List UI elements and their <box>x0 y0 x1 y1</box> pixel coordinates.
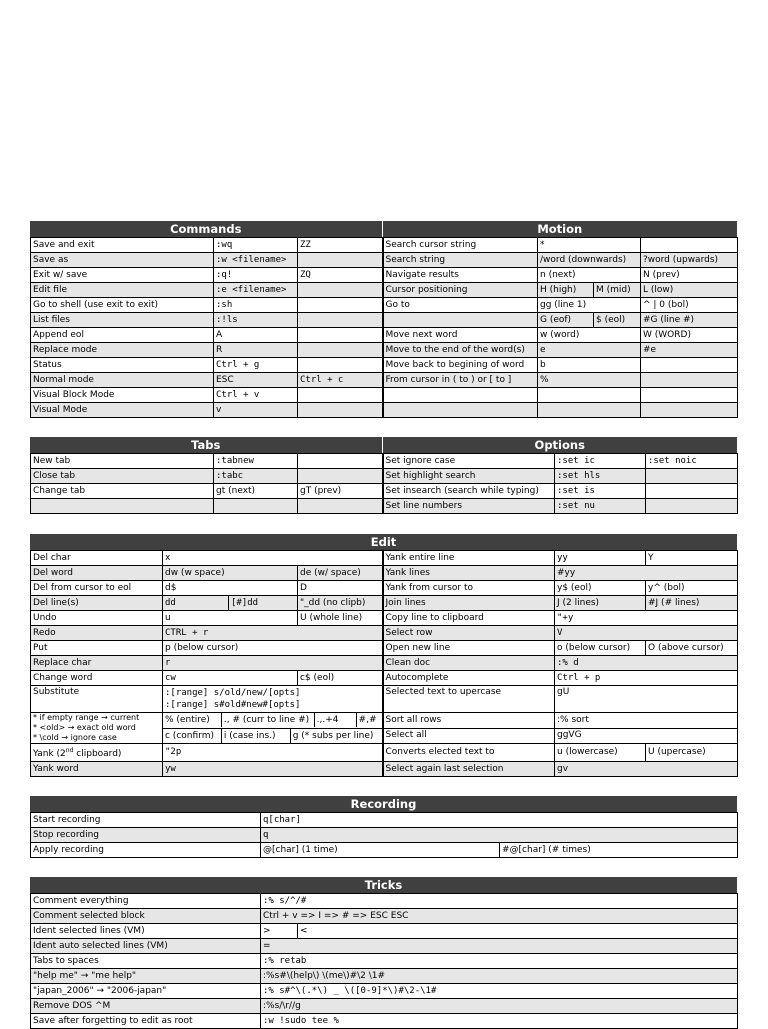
edit-right-description: Yank entire line <box>383 551 555 566</box>
motion-key-alt: M (mid) <box>594 283 641 298</box>
table-row <box>31 596 738 611</box>
recording-key: q[char] <box>261 813 738 828</box>
command-key: Ctrl + v <box>214 388 298 403</box>
table-row <box>31 984 738 999</box>
tab-key: :tabc <box>214 469 298 484</box>
command-description: Append eol <box>31 328 214 343</box>
command-key: :e <filename> <box>214 283 298 298</box>
motion-key: n (next) <box>538 268 641 283</box>
substitute-notes <box>31 713 163 744</box>
trick-key: > <box>261 924 298 939</box>
trick-description: Save after forgetting to edit as root <box>31 1014 261 1029</box>
command-key: ESC <box>214 373 298 388</box>
table-row <box>31 283 738 298</box>
tab-key-alt <box>298 469 383 484</box>
edit-key: x <box>163 551 383 566</box>
command-key-alt <box>298 253 383 268</box>
edit-description: Del word <box>31 566 163 581</box>
command-key-alt <box>298 388 383 403</box>
edit-key: CTRL + r <box>163 626 383 641</box>
motion-key-alt <box>641 358 738 373</box>
edit-table <box>30 550 738 777</box>
tab-description: Close tab <box>31 469 214 484</box>
motion-key: b <box>538 358 641 373</box>
tab-key: :tabnew <box>214 454 298 469</box>
edit-right-description: Join lines <box>383 596 555 611</box>
trick-key: :% retab <box>261 954 738 969</box>
table-row <box>31 813 738 828</box>
table-row <box>31 343 738 358</box>
edit-key: d$ <box>163 581 298 596</box>
option-description: Set highlight search <box>383 469 555 484</box>
motion-key <box>538 403 641 418</box>
trick-description: Comment everything <box>31 894 261 909</box>
edit-key-alt2: "_dd (no clipb) <box>298 596 383 611</box>
table-row <box>31 551 738 566</box>
table-row <box>31 484 738 499</box>
motion-description <box>383 388 538 403</box>
edit-key-alt: D <box>298 581 383 596</box>
command-description: Normal mode <box>31 373 214 388</box>
table-row <box>31 313 738 328</box>
edit-right-key: J (2 lines) <box>555 596 646 611</box>
command-description: Edit file <box>31 283 214 298</box>
tab-description: New tab <box>31 454 214 469</box>
trick-description: Ident selected lines (VM) <box>31 924 261 939</box>
table-row <box>31 828 738 843</box>
command-key-alt <box>298 358 383 373</box>
commands-motion-table <box>30 237 738 418</box>
motion-key: G (eof) <box>538 313 594 328</box>
tab-key-alt: gT (prev) <box>298 484 383 499</box>
command-key-alt: ZZ <box>298 238 383 253</box>
motion-key: H (high) <box>538 283 594 298</box>
command-key-alt <box>298 283 383 298</box>
substitute-range-option: #,# <box>356 713 382 727</box>
edit-right-key: :% sort <box>555 713 738 729</box>
edit-right-description: Yank from cursor to <box>383 581 555 596</box>
trick-description: Tabs to spaces <box>31 954 261 969</box>
motion-key-alt2: #G (line #) <box>641 313 738 328</box>
motion-description: Navigate results <box>383 268 538 283</box>
edit-description: Redo <box>31 626 163 641</box>
command-key: :w <filename> <box>214 253 298 268</box>
substitute-syntax-2: :[range] s#old#new#[opts] <box>165 700 301 710</box>
recording-description: Start recording <box>31 813 261 828</box>
motion-key-alt2: L (low) <box>641 283 738 298</box>
edit-right-description: Open new line <box>383 641 555 656</box>
tricks-table <box>30 893 738 1029</box>
substitute-range-option: .,.+4 <box>314 713 356 727</box>
table-row <box>31 894 738 909</box>
option-key-alt: :set noic <box>646 454 738 469</box>
edit-right-key: ggVG <box>555 728 738 744</box>
motion-key: % <box>538 373 641 388</box>
trick-key: :% s#^\(.*\) _ \([0-9]*\)#\2-\1# <box>261 984 738 999</box>
table-row <box>31 909 738 924</box>
command-key: :sh <box>214 298 298 313</box>
trick-key-alt: < <box>298 924 738 939</box>
trick-description: Comment selected block <box>31 909 261 924</box>
motion-key-alt: W (WORD) <box>641 328 738 343</box>
command-description: List files <box>31 313 214 328</box>
table-row <box>31 469 738 484</box>
edit-key: "2p <box>163 744 383 762</box>
option-description: Set insearch (search while typing) <box>383 484 555 499</box>
option-key-alt <box>646 499 738 514</box>
recording-title: Recording <box>350 797 417 811</box>
substitute-range-row <box>31 713 738 729</box>
motion-description: Move to the end of the word(s) <box>383 343 538 358</box>
edit-description: Del line(s) <box>31 596 163 611</box>
table-row <box>31 328 738 343</box>
substitute-note: * \cold → ignore case <box>33 733 117 742</box>
edit-right-description: Select all <box>383 728 555 744</box>
tricks-section <box>30 877 737 1029</box>
yank-label: Yank (2 <box>33 749 66 759</box>
yank-label-end: clipboard) <box>73 749 122 759</box>
motion-key-alt: ?word (upwards) <box>641 253 738 268</box>
command-key: A <box>214 328 298 343</box>
edit-section <box>30 534 737 777</box>
command-description: Visual Mode <box>31 403 214 418</box>
edit-description: Del from cursor to eol <box>31 581 163 596</box>
edit-right-description: Autocomplete <box>383 671 555 686</box>
motion-title: Motion <box>382 221 738 237</box>
commands-motion-section <box>30 221 737 418</box>
motion-key: * <box>538 238 641 253</box>
substitute-note: * if empty range → current <box>33 713 140 722</box>
option-key: :set hls <box>555 469 646 484</box>
table-row <box>31 611 738 626</box>
tab-description: Change tab <box>31 484 214 499</box>
motion-key: /word (downwards) <box>538 253 641 268</box>
tab-key-alt <box>298 454 383 469</box>
edit-right-description: Select again last selection <box>383 762 555 777</box>
table-row <box>31 403 738 418</box>
table-row <box>31 762 738 777</box>
substitute-syntax <box>163 686 383 713</box>
edit-right-description: Yank lines <box>383 566 555 581</box>
edit-right-key: :% d <box>555 656 738 671</box>
motion-description: Move back to begining of word <box>383 358 538 373</box>
table-row <box>31 626 738 641</box>
table-row <box>31 843 738 858</box>
edit-key-alt: de (w/ space) <box>298 566 383 581</box>
edit-right-key: #yy <box>555 566 738 581</box>
table-row <box>31 268 738 283</box>
command-key: R <box>214 343 298 358</box>
trick-key: = <box>261 939 738 954</box>
tabs-options-table <box>30 453 738 514</box>
edit-right-key: gU <box>555 686 738 713</box>
motion-key-alt: ^ | 0 (bol) <box>641 298 738 313</box>
table-row <box>31 954 738 969</box>
edit-key: cw <box>163 671 298 686</box>
edit-right-description: Converts elected text to <box>383 744 555 762</box>
edit-right-key: gv <box>555 762 738 777</box>
edit-right-key: V <box>555 626 738 641</box>
table-row <box>31 641 738 656</box>
table-row <box>31 744 738 762</box>
tabs-options-section <box>30 437 737 514</box>
substitute-row <box>31 686 738 713</box>
motion-key-alt <box>641 403 738 418</box>
substitute-syntax-1: :[range] s/old/new/[opts] <box>165 688 301 698</box>
tab-description <box>31 499 214 514</box>
motion-description: Search string <box>383 253 538 268</box>
edit-description: Change word <box>31 671 163 686</box>
option-description: Set line numbers <box>383 499 555 514</box>
trick-key: :%s/\r//g <box>261 999 738 1014</box>
option-key-alt <box>646 469 738 484</box>
edit-right-key: y$ (eol) <box>555 581 646 596</box>
substitute-range-option: % (entire) <box>165 715 210 726</box>
substitute-flag-option: i (case ins.) <box>221 729 290 743</box>
option-key: :set ic <box>555 454 646 469</box>
trick-description: Ident auto selected lines (VM) <box>31 939 261 954</box>
table-row <box>31 253 738 268</box>
table-row <box>31 373 738 388</box>
command-description: Save as <box>31 253 214 268</box>
recording-description: Apply recording <box>31 843 261 858</box>
option-key-alt <box>646 484 738 499</box>
recording-key: @[char] (1 time) <box>261 843 500 858</box>
motion-key-alt <box>641 238 738 253</box>
motion-key: gg (line 1) <box>538 298 641 313</box>
edit-right-key: "+y <box>555 611 738 626</box>
motion-description: Search cursor string <box>383 238 538 253</box>
edit-right-key-alt: U (upercase) <box>646 744 738 762</box>
command-description: Visual Block Mode <box>31 388 214 403</box>
tabs-title: Tabs <box>191 438 221 452</box>
edit-description: Undo <box>31 611 163 626</box>
command-key-alt: Ctrl + c <box>298 373 383 388</box>
substitute-range-option: ., # (curr to line #) <box>221 713 314 727</box>
edit-key-alt: c$ (eol) <box>298 671 383 686</box>
substitute-flag-option: g (* subs per line) <box>290 729 382 743</box>
edit-right-description: Clean doc <box>383 656 555 671</box>
yank-label-sup: nd <box>65 747 74 754</box>
command-key-alt <box>298 313 383 328</box>
motion-description: From cursor in ( to ) or [ to ] <box>383 373 538 388</box>
trick-key: :%s#\(help\) \(me\)#\2 \1# <box>261 969 738 984</box>
edit-right-description: Select row <box>383 626 555 641</box>
edit-right-key: u (lowercase) <box>555 744 646 762</box>
command-key-alt <box>298 298 383 313</box>
command-key: :q! <box>214 268 298 283</box>
motion-key-alt: $ (eol) <box>594 313 641 328</box>
tab-key <box>214 499 298 514</box>
command-key-alt <box>298 403 383 418</box>
edit-key: yw <box>163 762 383 777</box>
edit-right-key-alt: #J (# lines) <box>646 596 738 611</box>
trick-key: :% s/^/# <box>261 894 738 909</box>
recording-description: Stop recording <box>31 828 261 843</box>
table-row <box>31 999 738 1014</box>
recording-key-alt: #@[char] (# times) <box>500 843 738 858</box>
motion-key: w (word) <box>538 328 641 343</box>
option-key: :set is <box>555 484 646 499</box>
edit-right-key: Ctrl + p <box>555 671 738 686</box>
table-row <box>31 238 738 253</box>
edit-right-description: Sort all rows <box>383 713 555 729</box>
edit-right-key-alt: O (above cursor) <box>646 641 738 656</box>
trick-key: Ctrl + v => I => # => ESC ESC <box>261 909 738 924</box>
command-description: Exit w/ save <box>31 268 214 283</box>
edit-key: dd <box>163 596 229 611</box>
edit-description: Put <box>31 641 163 656</box>
command-description: Replace mode <box>31 343 214 358</box>
edit-right-description: Selected text to upercase <box>383 686 555 713</box>
edit-key-alt: [#]dd <box>229 596 298 611</box>
command-description: Status <box>31 358 214 373</box>
edit-key: dw (w space) <box>163 566 298 581</box>
table-row <box>31 499 738 514</box>
command-key: Ctrl + g <box>214 358 298 373</box>
substitute-ranges <box>163 713 383 729</box>
option-key: :set nu <box>555 499 646 514</box>
edit-key: p (below cursor) <box>163 641 383 656</box>
edit-key: u <box>163 611 298 626</box>
edit-right-key: o (below cursor) <box>555 641 646 656</box>
command-key-alt <box>298 328 383 343</box>
tab-key: gt (next) <box>214 484 298 499</box>
command-description: Go to shell (use exit to exit) <box>31 298 214 313</box>
options-title: Options <box>382 437 738 453</box>
motion-key-alt <box>641 388 738 403</box>
command-key: v <box>214 403 298 418</box>
trick-description: "help me" → "me help" <box>31 969 261 984</box>
edit-right-description: Copy line to clipboard <box>383 611 555 626</box>
recording-key: q <box>261 828 738 843</box>
trick-key: :w !sudo tee % <box>261 1014 738 1029</box>
motion-description: Go to <box>383 298 538 313</box>
edit-right-key-alt: y^ (bol) <box>646 581 738 596</box>
table-row <box>31 656 738 671</box>
substitute-note: * <old> → exact old word <box>33 723 136 732</box>
command-key: :!ls <box>214 313 298 328</box>
trick-description: Remove DOS ^M <box>31 999 261 1014</box>
table-row <box>31 969 738 984</box>
command-key-alt <box>298 343 383 358</box>
substitute-label: Substitute <box>31 686 163 713</box>
edit-description: Del char <box>31 551 163 566</box>
edit-key-alt: U (whole line) <box>298 611 383 626</box>
edit-right-key: yy <box>555 551 646 566</box>
motion-key-alt <box>641 373 738 388</box>
edit-right-key-alt: Y <box>646 551 738 566</box>
table-row <box>31 298 738 313</box>
motion-description <box>383 403 538 418</box>
substitute-flags <box>163 728 383 744</box>
motion-key <box>538 388 641 403</box>
table-row <box>31 388 738 403</box>
trick-description: "japan_2006" → "2006-japan" <box>31 984 261 999</box>
table-row <box>31 671 738 686</box>
table-row <box>31 924 738 939</box>
edit-description <box>31 744 163 762</box>
command-key: :wq <box>214 238 298 253</box>
tricks-title: Tricks <box>364 878 403 892</box>
edit-description: Replace char <box>31 656 163 671</box>
substitute-flag-option: c (confirm) <box>165 730 214 741</box>
table-row <box>31 581 738 596</box>
option-description: Set ignore case <box>383 454 555 469</box>
recording-section <box>30 796 737 858</box>
edit-key: r <box>163 656 383 671</box>
motion-key-alt: #e <box>641 343 738 358</box>
edit-title: Edit <box>370 535 397 549</box>
motion-description: Cursor positioning <box>383 283 538 298</box>
table-row <box>31 566 738 581</box>
tab-key-alt <box>298 499 383 514</box>
recording-table <box>30 812 738 858</box>
table-row <box>31 939 738 954</box>
command-key-alt: ZQ <box>298 268 383 283</box>
motion-description <box>383 313 538 328</box>
table-row <box>31 358 738 373</box>
command-description: Save and exit <box>31 238 214 253</box>
edit-description: Yank word <box>31 762 163 777</box>
table-row <box>31 1014 738 1029</box>
motion-key-alt: N (prev) <box>641 268 738 283</box>
motion-key: e <box>538 343 641 358</box>
commands-title: Commands <box>170 222 242 236</box>
table-row <box>31 454 738 469</box>
motion-description: Move next word <box>383 328 538 343</box>
